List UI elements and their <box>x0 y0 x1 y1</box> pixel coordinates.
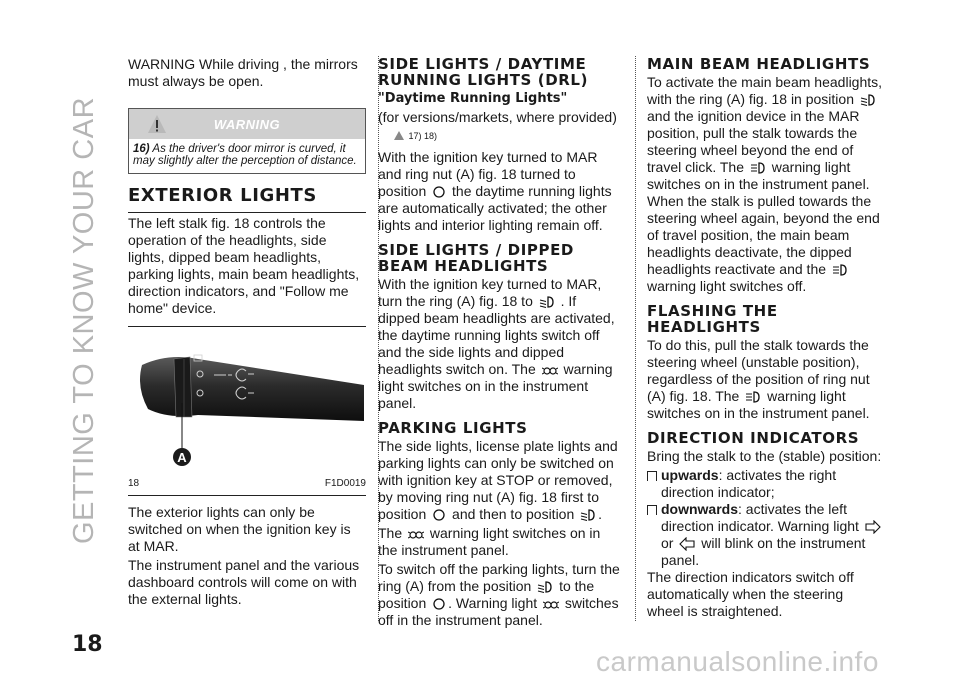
drl-light-icon <box>432 508 446 522</box>
side-lights-icon <box>542 365 558 377</box>
left-arrow-icon <box>679 537 695 551</box>
exterior-lights-text: The left stalk fig. 18 controls the operation of the headlights, side lights, dipped beam headlights, parking lights, main beam headlights, direction indicators, and "Follow me home" device. <box>128 215 360 316</box>
warning-header <box>129 109 365 139</box>
right-arrow-icon <box>865 520 881 534</box>
mirror-note: WARNING While driving , the mirrors must always be open. <box>128 56 358 89</box>
figure-caption <box>128 475 366 496</box>
main-beam-heading: MAIN BEAM HEADLIGHTS <box>647 55 871 73</box>
stalk-illustration <box>128 345 366 475</box>
exterior-lights-heading: EXTERIOR LIGHTS <box>128 186 366 213</box>
flashing-heading: FLASHING THE HEADLIGHTS <box>647 302 778 336</box>
figure-code: F1D0019 <box>324 478 366 489</box>
main-beam-text: To activate the main beam headlights, with the ring (A) fig. 18 in position and the ignition device in the MAR position, pull the stalk towards the steering wheel beyond the end of travel click. The warning light switches on in the instrument panel. When the stalk is pulled towards the steering wheel again, beyond the end of travel position, the main beam headlights deactivate, the dipped headlights reactivate and the warning light switches off. <box>647 74 883 294</box>
list-item: upwards: activates the right direction indicator; <box>647 467 883 501</box>
warning-refs <box>392 128 622 145</box>
warning-triangle-icon <box>147 114 167 134</box>
warning-body <box>129 139 365 173</box>
column-divider <box>635 56 636 621</box>
dashboard-note: The instrument panel and the various dashboard controls will come on with the external lights. <box>128 557 360 607</box>
side-lights-icon <box>543 599 559 611</box>
dipped-beam-icon <box>580 508 596 522</box>
dipped-text: With the ignition key turned to MAR, turn the ring (A) fig. 18 to . If dipped beam headlights are activated, the daytime running lights switch off and the side lights and dipped headlights switch on. The warning light switches on in the instrument panel. <box>378 276 615 411</box>
figure-callout-label: A <box>177 450 187 465</box>
direction-auto-off: The direction indicators switch off automatically when the steering wheel is straightened. <box>647 569 854 619</box>
parking-heading: PARKING LIGHTS <box>378 419 528 437</box>
figure-number: 18 <box>128 478 140 489</box>
bullet-marker <box>647 471 657 481</box>
dipped-beam-icon <box>539 295 555 309</box>
flashing-text: To do this, pull the stalk towards the steering wheel (unstable position), regardless of the position of ring nut (A) fig. 18. The warning light switches on in the instrument panel. <box>647 337 870 421</box>
stalk-figure <box>128 345 366 475</box>
page-number: 18 <box>72 632 103 657</box>
column-1 <box>128 56 366 610</box>
column-3 <box>647 56 883 622</box>
parking-off-text: To switch off the parking lights, turn the ring (A) from the position to the position . Warning light switches off in the instrument panel. <box>378 561 620 628</box>
list-item: downwards: activates the left direction indicator. Warning light or will blink on the instrument panel. <box>647 501 883 569</box>
main-beam-icon <box>745 390 761 404</box>
warning-title: WARNING <box>213 116 281 132</box>
drl-subheading: "Daytime Running Lights" <box>378 91 568 106</box>
column-2 <box>378 56 622 631</box>
watermark: carmanualsonline.info <box>596 646 879 677</box>
direction-heading: DIRECTION INDICATORS <box>647 429 860 447</box>
dipped-heading: SIDE LIGHTS / DIPPED BEAM HEADLIGHTS <box>378 241 574 275</box>
divider <box>128 326 366 327</box>
warning-ref-numbers: 17) 18) <box>408 131 438 141</box>
ignition-note: The exterior lights can only be switched on when the ignition key is at MAR. <box>128 504 351 554</box>
warning-number: 16) <box>133 143 150 155</box>
side-section-title: GETTING TO KNOW YOUR CAR <box>68 96 101 544</box>
drl-versions: (for versions/markets, where provided) <box>378 109 617 125</box>
drl-light-icon <box>432 597 446 611</box>
bullet-marker <box>647 505 657 515</box>
drl-text: With the ignition key turned to MAR and ring nut (A) fig. 18 turned to position the daytime running lights are automatically activated; the other lights and interior lighting remain off. <box>378 149 612 233</box>
parking-warning-text: The warning light switches on in the instrument panel. <box>378 525 601 558</box>
warning-triangle-icon <box>394 131 404 140</box>
parking-text: The side lights, license plate lights and parking lights can only be switched on with ignition key at STOP or removed, by moving ring nut (A) fig. 18 first to position and then to position . <box>378 438 618 522</box>
warning-text: As the driver's door mirror is curved, it may slightly alter the perception of distance. <box>133 143 357 167</box>
drl-heading: SIDE LIGHTS / DAYTIME RUNNING LIGHTS (DRL) <box>378 55 589 89</box>
direction-text: Bring the stalk to the (stable) position: <box>647 448 882 464</box>
dipped-beam-icon <box>537 580 553 594</box>
side-lights-icon <box>408 529 424 541</box>
main-beam-icon <box>750 161 766 175</box>
main-beam-icon <box>832 263 848 277</box>
drl-light-icon <box>432 185 446 199</box>
dipped-beam-icon <box>860 93 876 107</box>
warning-box <box>128 108 366 174</box>
